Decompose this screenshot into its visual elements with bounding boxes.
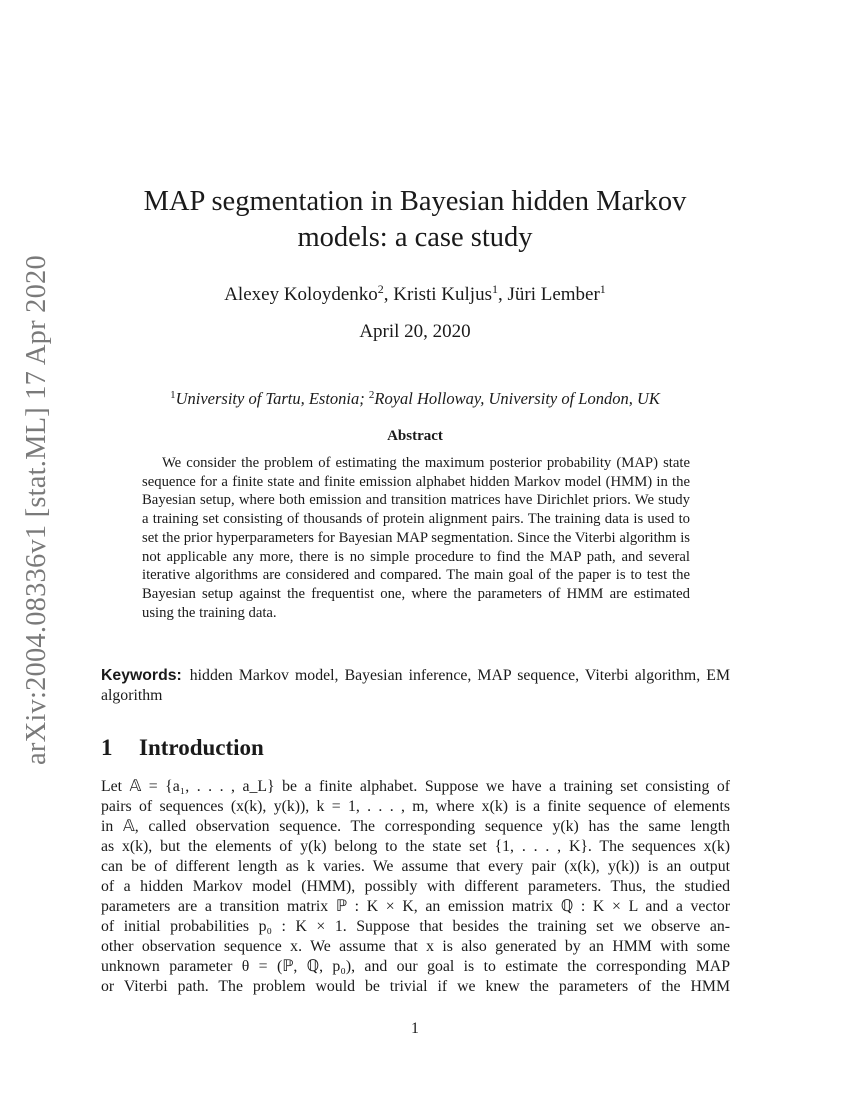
arxiv-identifier: arXiv:2004.08336v1 [stat.ML] 17 Apr 2020 bbox=[21, 255, 52, 765]
keywords-label: Keywords: bbox=[101, 667, 182, 684]
intro-line: other observation sequence x. We assume that x is also generated by an HMM with some bbox=[101, 938, 730, 955]
intro-line: pairs of sequences (x(k), y(k)), k = 1, . . . , m, where x(k) is a finite sequence of elements bbox=[101, 798, 730, 815]
page-number: 1 bbox=[411, 1020, 419, 1037]
section-heading-introduction bbox=[101, 733, 264, 763]
author-separator: , bbox=[383, 284, 394, 305]
affiliations bbox=[100, 384, 730, 410]
section-number: 1 bbox=[101, 735, 113, 760]
affiliation-mark: 2 bbox=[368, 389, 375, 401]
author-affiliation-mark: 1 bbox=[599, 282, 606, 296]
author-separator: , bbox=[497, 284, 508, 305]
paper-date: April 20, 2020 bbox=[359, 321, 471, 342]
intro-line: Let 𝔸 = {a₁, . . . , a_L} be a finite alphabet. Suppose we have a training set consisting of bbox=[101, 778, 730, 795]
intro-line: unknown parameter θ = (ℙ, ℚ, p₀), and our goal is to estimate the corresponding MAP bbox=[101, 958, 730, 975]
intro-line: parameters are a transition matrix ℙ : K × K, an emission matrix ℚ : K × L and a vector bbox=[101, 898, 730, 915]
paper-title bbox=[100, 184, 730, 256]
keywords-text: hidden Markov model, Bayesian inference, MAP sequence, Viterbi algorithm, EM algorithm bbox=[101, 667, 730, 704]
author-name: Alexey Koloydenko bbox=[224, 284, 378, 305]
title-line-1: MAP segmentation in Bayesian hidden Markov bbox=[143, 186, 687, 217]
abstract-body: We consider the problem of estimating the maximum posterior probability (MAP) state sequence for a finite state and finite emission alphabet hidden Markov model (HMM) in the Bayesian setup, where both emission and transition matrices have Dirichlet priors. We study a training set consisting of thousands of protein alignment pairs. The training data is used to set the prior hyperparameters for Bayesian MAP segmentation. Since the Viterbi algorithm is not applicable any more, there is no simple procedure to find the MAP path, and several iterative algorithms are considered and compared. The main goal of the paper is to test the Bayesian setup against the frequentist one, where the parameters of HMM are estimated using the training data. bbox=[142, 455, 690, 621]
author-affiliation-mark: 1 bbox=[491, 282, 498, 296]
intro-line: of initial probabilities p₀ : K × 1. Suppose that besides the training set we observe an- bbox=[101, 918, 730, 935]
affiliation-mark: 1 bbox=[170, 389, 176, 401]
arxiv-side-stamp bbox=[17, 255, 57, 765]
affiliation-text: Royal Holloway, University of London, UK bbox=[374, 389, 660, 408]
author-name: Jüri Lember bbox=[507, 284, 600, 305]
introduction-body bbox=[101, 777, 730, 997]
intro-line: can be of different length as k varies. We assume that every pair (x(k), y(k)) is an output bbox=[101, 858, 730, 875]
keywords-paragraph bbox=[101, 666, 730, 706]
author-list bbox=[100, 277, 730, 307]
title-line-2: models: a case study bbox=[297, 222, 533, 253]
affiliation-text: University of Tartu, Estonia; bbox=[175, 389, 369, 408]
abstract-heading: Abstract bbox=[387, 428, 443, 444]
author-name: Kristi Kuljus bbox=[393, 284, 492, 305]
intro-line: as x(k), but the elements of y(k) belong to the state set {1, . . . , K}. The sequences x(k) bbox=[101, 838, 730, 855]
author-affiliation-mark: 2 bbox=[377, 282, 384, 296]
intro-line: of a hidden Markov model (HMM), possibly with different parameters. Thus, the studied bbox=[101, 878, 730, 895]
section-title: Introduction bbox=[139, 735, 264, 760]
intro-line: in 𝔸, called observation sequence. The corresponding sequence y(k) has the same length bbox=[101, 818, 730, 835]
intro-line: or Viterbi path. The problem would be trivial if we knew the parameters of the HMM bbox=[101, 978, 730, 995]
